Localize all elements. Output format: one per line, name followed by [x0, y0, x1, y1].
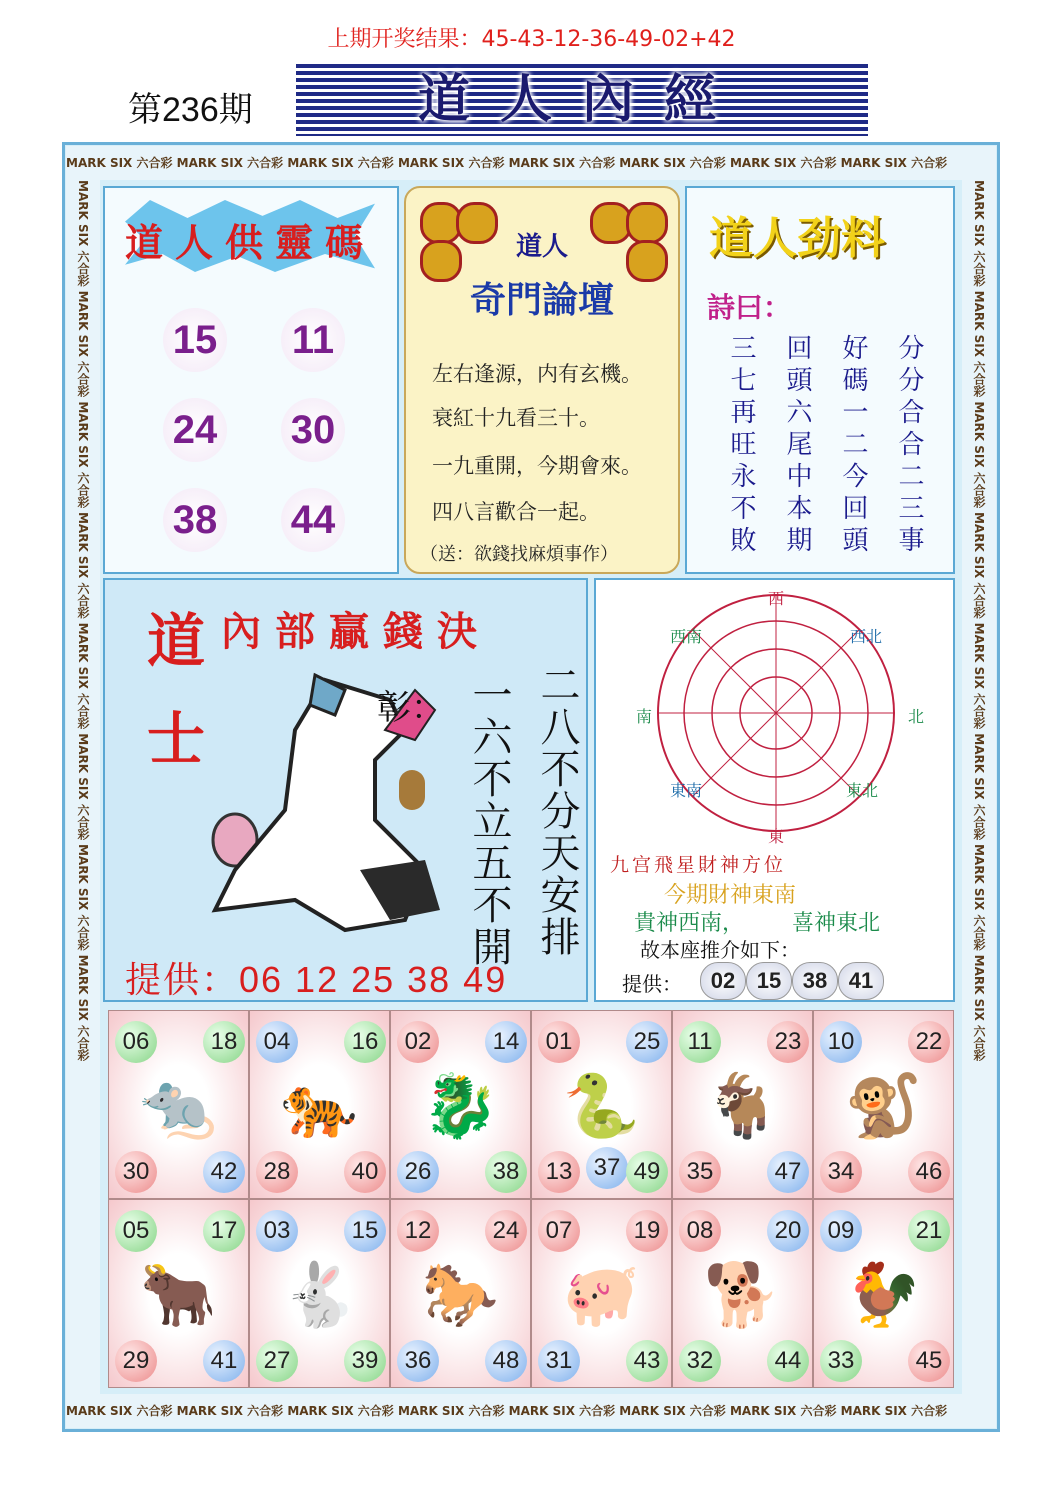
spirit-number: 15: [163, 308, 227, 372]
zodiac-number: 13: [538, 1151, 580, 1193]
win-money-provide: 提供：06 12 25 38 49: [125, 959, 508, 1000]
horse-icon: 🐎: [421, 1258, 500, 1331]
rabbit-icon: 🐇: [280, 1258, 359, 1331]
zodiac-number: 35: [679, 1151, 721, 1193]
zodiac-cell-ox: [108, 1199, 249, 1388]
zodiac-number: 23: [767, 1021, 809, 1063]
ox-icon: 🐂: [139, 1258, 218, 1331]
zodiac-number: 09: [820, 1210, 862, 1252]
zodiac-cell-horse: [390, 1199, 531, 1388]
zodiac-number: 31: [538, 1340, 580, 1382]
zodiac-number: 17: [203, 1210, 245, 1252]
zodiac-number: 06: [115, 1021, 157, 1063]
win-money-title: 內部贏錢決: [221, 608, 491, 655]
dragon-icon: 🐉: [421, 1069, 500, 1142]
zodiac-cell-rat: [108, 1010, 249, 1199]
last-result-text: 上期开奖结果：45-43-12-36-49-02+42: [327, 27, 736, 52]
spirit-code-panel: [103, 186, 399, 574]
zodiac-number: 10: [820, 1021, 862, 1063]
direction-northwest: 西北: [850, 627, 883, 646]
verse-column: 二八不分天安排: [534, 664, 580, 958]
zodiac-number: 18: [203, 1021, 245, 1063]
direction-west: 西: [768, 589, 785, 608]
forum-line: 衰紅十九看三十。: [432, 406, 600, 430]
zodiac-number: 44: [767, 1340, 809, 1382]
zodiac-cell-rabbit: [249, 1199, 390, 1388]
rooster-icon: 🐓: [844, 1258, 923, 1331]
zodiac-number: 43: [626, 1340, 668, 1382]
zodiac-number: 42: [203, 1151, 245, 1193]
joy-direction: 喜神東北: [792, 911, 881, 936]
taoist-label: 道士: [137, 610, 205, 806]
zodiac-number: 16: [344, 1021, 386, 1063]
rat-icon: 🐀: [139, 1069, 218, 1142]
direction-north: 北: [908, 707, 925, 726]
snake-icon: 🐍: [562, 1069, 641, 1142]
direction-east: 東: [768, 827, 785, 846]
spirit-number: 11: [281, 308, 345, 372]
zodiac-number: 25: [626, 1021, 668, 1063]
zodiac-number: 08: [679, 1210, 721, 1252]
zodiac-cell-rooster: [813, 1199, 954, 1388]
zodiac-number: 46: [908, 1151, 950, 1193]
compass-panel: [594, 578, 955, 1002]
zodiac-cell-dog: [672, 1199, 813, 1388]
border-strip-top: MARK SIX 六合彩 MARK SIX 六合彩 MARK SIX 六合彩 MARK SIX 六合彩 MARK SIX 六合彩 MARK SIX 六合彩 MARK SIX 六合彩 MARK SIX 六合彩: [66, 146, 996, 180]
noble-direction: 貴神西南，: [634, 911, 745, 936]
spirit-number: 24: [163, 398, 227, 462]
zodiac-number: 48: [485, 1340, 527, 1382]
compass-caption: 九宫飛星財神方位: [610, 854, 787, 876]
zodiac-cell-goat: [672, 1010, 813, 1199]
zodiac-number: 20: [767, 1210, 809, 1252]
win-money-panel: [103, 578, 588, 1002]
spirit-code-title: 道人供靈碼: [125, 220, 376, 265]
zodiac-number: 01: [538, 1021, 580, 1063]
zodiac-number: 24: [485, 1210, 527, 1252]
zodiac-number: 28: [256, 1151, 298, 1193]
zodiac-number: 36: [397, 1340, 439, 1382]
spirit-number: 38: [163, 488, 227, 552]
poem-column: 回頭六尾中本期: [782, 334, 812, 558]
zodiac-cell-dragon: [390, 1010, 531, 1199]
pick-number: 41: [838, 962, 884, 1000]
poem-column: 三七再旺永不敗: [726, 334, 756, 558]
monkey-icon: 🐒: [844, 1069, 923, 1142]
zodiac-number: 38: [485, 1151, 527, 1193]
verse-column: 一六不立五不開: [466, 674, 512, 968]
page-title: 道人內經: [417, 69, 746, 130]
zodiac-number: 49: [626, 1151, 668, 1193]
tips-panel: [685, 186, 955, 574]
zodiac-number: 19: [626, 1210, 668, 1252]
forum-title: 奇門論壇: [469, 279, 614, 321]
zodiac-number: 21: [908, 1210, 950, 1252]
pick-number: 02: [700, 962, 746, 1000]
pick-number: 15: [746, 962, 792, 1000]
wealth-direction: 今期財神東南: [664, 883, 797, 908]
forum-note: （送：欲錢找麻煩事作）: [420, 544, 618, 565]
zodiac-number: 34: [820, 1151, 862, 1193]
zodiac-number: 40: [344, 1151, 386, 1193]
zodiac-number: 07: [538, 1210, 580, 1252]
zodiac-number: 45: [908, 1340, 950, 1382]
goat-icon: 🐐: [703, 1069, 782, 1142]
zodiac-number: 02: [397, 1021, 439, 1063]
tiger-icon: 🐅: [280, 1069, 359, 1142]
border-strip-left: MARK SIX 六合彩 MARK SIX 六合彩 MARK SIX 六合彩 MARK SIX 六合彩 MARK SIX 六合彩 MARK SIX 六合彩 MARK SIX 六合彩 MARK SIX 六合彩: [66, 180, 100, 1394]
zodiac-number: 30: [115, 1151, 157, 1193]
zodiac-grid: [108, 1010, 954, 1388]
forum-line: 四八言歡合一起。: [432, 500, 600, 524]
direction-southeast: 東南: [670, 781, 703, 800]
forum-panel: [404, 186, 680, 574]
zodiac-number: 05: [115, 1210, 157, 1252]
forum-title-small: 道人: [515, 232, 568, 262]
provide-label: 提供：: [622, 972, 682, 996]
direction-northeast: 東北: [846, 781, 879, 800]
zodiac-number: 22: [908, 1021, 950, 1063]
zodiac-cell-tiger: [249, 1010, 390, 1199]
zodiac-number: 33: [820, 1340, 862, 1382]
zodiac-number: 26: [397, 1151, 439, 1193]
zodiac-cell-pig: [531, 1199, 672, 1388]
hint-text: 彰：: [377, 688, 445, 728]
monkey-icon: [399, 770, 425, 810]
zodiac-number: 27: [256, 1340, 298, 1382]
zodiac-number: 39: [344, 1340, 386, 1382]
forum-line: 左右逢源，内有玄機。: [432, 362, 642, 386]
zodiac-number: 32: [679, 1340, 721, 1382]
forum-line: 一九重開，今期會來。: [432, 454, 642, 478]
issue-number: 第236期: [128, 91, 253, 129]
zodiac-number: 41: [203, 1340, 245, 1382]
pig-icon: 🐖: [562, 1258, 641, 1331]
zodiac-number: 15: [344, 1210, 386, 1252]
zodiac-number: 11: [679, 1021, 721, 1063]
dog-icon: 🐕: [703, 1258, 782, 1331]
zodiac-number: 14: [485, 1021, 527, 1063]
spirit-number: 30: [281, 398, 345, 462]
border-strip-bottom: MARK SIX 六合彩 MARK SIX 六合彩 MARK SIX 六合彩 MARK SIX 六合彩 MARK SIX 六合彩 MARK SIX 六合彩 MARK SIX 六合彩 MARK SIX 六合彩: [66, 1394, 996, 1428]
zodiac-cell-monkey: [813, 1010, 954, 1199]
zodiac-number: 03: [256, 1210, 298, 1252]
zodiac-cell-snake: [531, 1010, 672, 1199]
poem-column: 分分合合二三事: [894, 334, 924, 558]
zodiac-number: 12: [397, 1210, 439, 1252]
zodiac-number: 04: [256, 1021, 298, 1063]
border-strip-right: MARK SIX 六合彩 MARK SIX 六合彩 MARK SIX 六合彩 MARK SIX 六合彩 MARK SIX 六合彩 MARK SIX 六合彩 MARK SIX 六合彩 MARK SIX 六合彩: [962, 180, 996, 1394]
zodiac-number: 47: [767, 1151, 809, 1193]
poem-label: 詩曰：: [707, 291, 792, 324]
spirit-number: 44: [281, 488, 345, 552]
recommend-text: 故本座推介如下：: [640, 938, 800, 962]
direction-southwest: 西南: [670, 627, 703, 646]
poem-column: 好碼一二今回頭: [838, 334, 868, 558]
pick-number: 38: [792, 962, 838, 1000]
zodiac-number: 37: [586, 1147, 628, 1189]
zodiac-number: 29: [115, 1340, 157, 1382]
tips-title: 道人劲料: [709, 213, 885, 264]
direction-south: 南: [636, 707, 653, 726]
